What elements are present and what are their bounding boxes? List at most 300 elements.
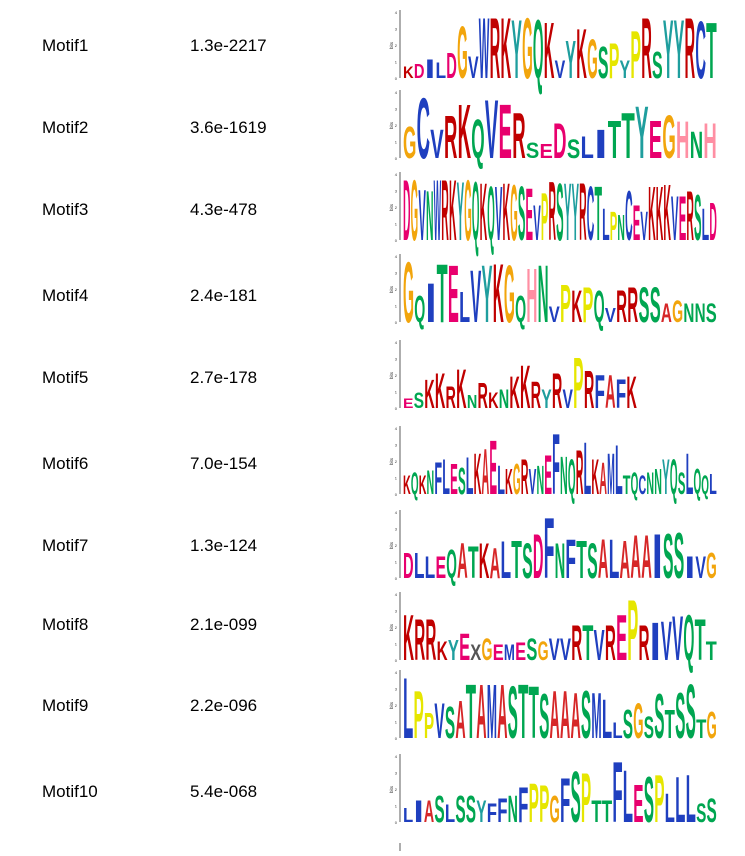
logo-letter: F (486, 798, 497, 829)
logo-letter: N (654, 461, 662, 503)
logo-letter: T (601, 793, 613, 829)
logo-letter: E (489, 423, 498, 511)
logo-tick-label: 4 (394, 592, 397, 597)
motif-name: Motif10 (42, 782, 98, 801)
logo-letter: V (430, 122, 444, 168)
logo-letter: N (536, 458, 545, 504)
logo-letter: C (638, 470, 647, 501)
logo-letter: S (556, 168, 564, 259)
logo-letter: D (446, 45, 457, 87)
motif-row (0, 80, 745, 177)
logo-tick-label: 0 (394, 156, 397, 161)
logo-tick-label: 0 (394, 576, 397, 581)
logo-letter: S (539, 680, 550, 752)
logo-y-label: bits (389, 541, 394, 549)
logo-tick-label: 1 (394, 59, 397, 65)
logo-letter: L (701, 198, 710, 250)
logo-letter: A (560, 677, 571, 754)
logo-letter: S (694, 181, 702, 254)
logo-letter: Y (619, 56, 631, 85)
logo-letter: R (414, 607, 426, 673)
motif-evalue: 5.4e-068 (190, 782, 258, 801)
logo-letter: E (648, 110, 663, 171)
logo-letter: R (477, 375, 488, 417)
logo-letter: P (654, 761, 665, 838)
logo-tick-label: 2 (394, 373, 397, 378)
logo-letter: T (621, 99, 635, 172)
logo-letter: Q (683, 601, 695, 674)
logo-letter: M (486, 667, 497, 755)
logo-y-label: bits (389, 623, 394, 631)
logo-letter: P (609, 204, 618, 250)
logo-letter: P (423, 705, 435, 747)
motif-evalue: 3.6e-1619 (190, 118, 267, 137)
logo-letter: E (447, 250, 459, 341)
logo-tick-label: 0 (394, 820, 397, 825)
logo-letter: T (706, 7, 717, 97)
logo-letter: G (403, 116, 417, 168)
logo-letter: Q (701, 470, 710, 501)
logo-letter: Y (476, 793, 487, 829)
logo-letter: K (403, 601, 415, 674)
logo-letter: E (459, 625, 471, 669)
logo-letter: N (537, 250, 549, 341)
logo-letter: G (457, 12, 468, 95)
logo-letter: E (498, 87, 512, 175)
logo-letter: W (433, 162, 442, 259)
logo-letter: T (664, 702, 675, 748)
logo-letter: L (675, 763, 686, 836)
logo-letter: G (537, 636, 549, 667)
logo-y-label: bits (389, 457, 394, 465)
logo-y-label: bits (389, 121, 394, 129)
logo-y-label: bits (389, 285, 394, 293)
logo-letter: E (633, 774, 644, 835)
logo-letter: K (488, 387, 499, 414)
logo-letter: F (518, 777, 529, 834)
logo-letter: I (652, 520, 663, 592)
logo-letter: E (678, 182, 687, 254)
logo-tick-label: 1 (394, 389, 397, 395)
logo-letter: L (465, 446, 474, 506)
logo-letter: A (619, 530, 631, 591)
logo-letter: G (464, 162, 472, 259)
logo-letter: K (502, 168, 511, 259)
logo-letter: N (466, 393, 478, 413)
logo-letter: S (638, 277, 650, 334)
logo-y-label: bits (389, 41, 394, 49)
logo-letter: Y (481, 250, 493, 341)
logo-letter: V (672, 602, 684, 674)
logo-letter: S (455, 787, 466, 831)
logo-tick-label: 2 (394, 787, 397, 792)
logo-tick-label: 3 (394, 770, 397, 776)
logo-tick-label: 3 (394, 270, 397, 276)
logo-letter: N (683, 298, 695, 329)
logo-letter: K (457, 87, 472, 175)
logo-tick-label: 2 (394, 287, 397, 292)
logo-letter: D (532, 520, 544, 592)
logo-letter: I (425, 271, 437, 335)
logo-letter: G (587, 27, 598, 91)
logo-tick-label: 2 (394, 543, 397, 548)
logo-letter: L (403, 805, 414, 828)
logo-letter: E (492, 639, 504, 666)
logo-letter: N (560, 446, 568, 507)
logo-tick-label: 3 (394, 106, 397, 112)
logo-letter: E (632, 195, 641, 252)
logo-letter: L (601, 687, 613, 751)
logo-letter: Q (487, 169, 495, 257)
logo-letter: K (505, 461, 513, 503)
logo-letter: E (544, 443, 552, 507)
motif-row (0, 744, 745, 841)
logo-letter: A (489, 538, 501, 588)
logo-letter: K (576, 13, 587, 94)
sequence-logo-svg (388, 500, 718, 597)
logo-letter: I (684, 549, 696, 585)
logo-letter: A (423, 793, 435, 829)
motif-evalue: 2.7e-178 (190, 368, 258, 387)
logo-letter: Q (567, 449, 576, 506)
logo-tick-label: 4 (394, 10, 397, 15)
motif-row (0, 338, 745, 424)
logo-letter: A (481, 435, 490, 508)
logo-letter: A (641, 523, 652, 592)
logo-letter: S (526, 631, 538, 667)
logo-letter: Q (471, 164, 480, 259)
logo-letter: R (445, 379, 457, 415)
logo-letter: K (543, 7, 555, 97)
logo-letter: D (413, 61, 425, 84)
logo-letter: S (444, 696, 456, 748)
logo-letter: R (512, 99, 526, 172)
logo-tick-label: 1 (394, 303, 397, 309)
logo-letter: E (525, 174, 534, 257)
logo-letter: G (633, 693, 644, 750)
sequence-logo (388, 500, 718, 597)
logo-tick-label: 1 (394, 803, 397, 809)
logo-letter: L (664, 786, 675, 832)
logo-letter: S (517, 169, 526, 257)
logo-letter: A (570, 679, 581, 752)
motif-row (0, 416, 745, 513)
logo-letter: G (662, 103, 676, 172)
logo-letter: A (455, 690, 466, 751)
logo-letter: G (706, 703, 717, 747)
logo-letter: Y (635, 92, 649, 175)
logo-tick-label: 2 (394, 703, 397, 708)
logo-letter: Y (662, 449, 670, 506)
motif-evalue: 4.3e-478 (190, 200, 258, 219)
logo-letter: V (470, 256, 482, 339)
logo-letter: C (416, 80, 431, 177)
logo-y-label: bits (389, 371, 394, 379)
logo-letter: D (709, 192, 717, 253)
logo-tick-label: 4 (394, 510, 397, 515)
logo-letter: K (520, 353, 531, 422)
logo-letter: V (548, 301, 561, 328)
logo-letter: L (685, 441, 694, 507)
logo-letter: G (672, 293, 684, 329)
logo-letter: T (467, 536, 479, 588)
logo-letter: S (643, 709, 654, 745)
logo-tick-label: 3 (394, 526, 397, 532)
logo-letter: L (459, 282, 471, 332)
logo-letter: K (436, 636, 448, 667)
logo-letter: L (612, 717, 623, 744)
logo-tick-label: 4 (394, 254, 397, 259)
logo-letter: Y (563, 168, 572, 259)
logo-letter: E (539, 141, 553, 164)
logo-letter: D (553, 113, 567, 170)
logo-letter: W (478, 0, 490, 97)
logo-letter: N (694, 298, 706, 329)
logo-letter: K (418, 470, 427, 501)
logo-tick-label: 0 (394, 320, 397, 325)
logo-letter: F (594, 366, 605, 420)
logo-tick-label: 0 (394, 492, 397, 497)
logo-letter: R (604, 615, 616, 672)
logo-letter: R (571, 615, 583, 672)
motif-name: Motif8 (42, 615, 89, 634)
logo-letter: R (443, 103, 458, 172)
logo-letter: Y (673, 2, 685, 97)
logo-letter: R (627, 277, 639, 334)
logo-tick-label: 0 (394, 658, 397, 663)
logo-letter: F (552, 416, 560, 513)
logo-letter: S (673, 519, 685, 592)
logo-letter: V (562, 384, 574, 415)
logo-letter: V (467, 49, 479, 85)
logo-letter: R (579, 168, 587, 259)
logo-letter: L (435, 57, 447, 84)
logo-letter: F (565, 527, 577, 591)
motif-evalue: 7.0e-154 (190, 454, 258, 473)
logo-tick-label: 4 (394, 90, 397, 95)
sequence-logo-svg (388, 338, 638, 424)
logo-letter: L (622, 756, 634, 839)
logo-letter: S (566, 134, 581, 165)
logo-letter: K (663, 169, 671, 259)
logo-letter: K (626, 366, 637, 418)
logo-letter: G (522, 0, 533, 97)
logo-letter: G (512, 454, 521, 504)
logo-letter: T (436, 246, 448, 341)
logo-letter: Q (630, 465, 639, 501)
logo-letter: T (576, 530, 587, 591)
logo-letter: Y (662, 2, 674, 97)
logo-letter: S (587, 533, 598, 590)
logo-letter: P (627, 582, 639, 679)
logo-letter: L (580, 129, 594, 165)
logo-letter: P (413, 677, 424, 754)
logo-letter: E (450, 454, 458, 504)
logo-letter: V (494, 169, 503, 257)
logo-letter: Q (446, 542, 457, 588)
logo-letter: L (413, 545, 425, 587)
sequence-logo (388, 416, 718, 513)
next-motif-logo-cropped (388, 838, 718, 850)
logo-letter: T (594, 169, 602, 257)
logo-tick-label: 2 (394, 459, 397, 464)
logo-letter: E (515, 638, 527, 667)
logo-letter: K (403, 63, 414, 82)
motif-row (0, 0, 745, 97)
motif-name: Motif2 (42, 118, 89, 137)
logo-letter: H (676, 110, 690, 170)
logo-y-label: bits (389, 701, 394, 709)
motif-name: Motif3 (42, 200, 89, 219)
logo-letter: S (570, 756, 581, 838)
logo-letter: A (660, 298, 673, 329)
logo-letter: G (510, 169, 518, 259)
sequence-logo-svg (388, 744, 718, 841)
logo-tick-label: 1 (394, 559, 397, 565)
logo-letter: V (548, 631, 561, 667)
logo-tick-label: 4 (394, 754, 397, 759)
logo-tick-label: 1 (394, 139, 397, 145)
logo-letter: P (539, 774, 550, 834)
logo-letter: K (479, 168, 488, 259)
logo-letter: Q (532, 2, 544, 97)
logo-letter: T (465, 667, 477, 755)
logo-letter: A (597, 527, 609, 591)
logo-letter: L (424, 549, 436, 585)
sequence-logo-svg (388, 660, 718, 757)
logo-letter: P (580, 757, 592, 838)
logo-letter: S (507, 672, 518, 755)
logo-letter: V (560, 631, 572, 667)
logo-letter: M (591, 679, 602, 752)
logo-letter: N (507, 787, 518, 831)
logo-letter: K (591, 449, 600, 506)
logo-letter: K (509, 366, 520, 418)
logo-letter: V (660, 609, 672, 673)
logo-letter: T (694, 607, 706, 673)
logo-letter: Q (593, 280, 605, 332)
logo-tick-label: 2 (394, 123, 397, 128)
logo-letter: A (605, 366, 616, 420)
logo-letter: Q (414, 287, 426, 331)
logo-letter: P (630, 17, 641, 94)
logo-letter: Y (565, 30, 577, 91)
logo-letter: C (586, 169, 595, 257)
logo-letter: K (424, 372, 435, 418)
logo-letter: A (497, 667, 508, 755)
logo-letter: S (580, 677, 592, 754)
logo-letter: L (500, 530, 512, 590)
logo-letter: S (622, 702, 634, 748)
sequence-logo (388, 80, 718, 177)
logo-letter: F (497, 792, 508, 831)
logo-letter: R (520, 449, 529, 506)
logo-letter: V (671, 182, 679, 254)
logo-letter: L (614, 429, 623, 510)
sequence-logo (388, 162, 718, 259)
logo-letter: D (403, 545, 414, 587)
logo-letter: S (706, 792, 717, 831)
logo-y-label: bits (389, 203, 394, 211)
cropped-logo-svg (388, 839, 718, 851)
motif-name: Motif9 (42, 696, 89, 715)
logo-letter: L (583, 428, 592, 511)
logo-letter: S (434, 787, 445, 831)
logo-letter: K (478, 533, 490, 590)
logo-tick-label: 2 (394, 43, 397, 48)
logo-letter: R (616, 280, 628, 332)
logo-letter: E (403, 395, 414, 412)
logo-letter: A (599, 452, 607, 504)
logo-letter: C (625, 175, 633, 256)
logo-letter: N (689, 123, 704, 167)
motif-name: Motif6 (42, 454, 89, 473)
logo-letter: R (641, 0, 652, 97)
logo-letter: F (612, 744, 623, 841)
logo-letter: S (705, 298, 717, 329)
motif-row (0, 660, 745, 757)
logo-letter: K (655, 169, 664, 257)
logo-letter: C (695, 6, 706, 97)
logo-letter: S (597, 36, 609, 88)
logo-letter: R (684, 0, 696, 97)
logo-letter: Q (471, 107, 485, 171)
logo-letter: I (594, 122, 608, 168)
sequence-logo-svg (388, 0, 718, 97)
logo-letter: H (703, 113, 717, 170)
logo-letter: E (616, 601, 628, 674)
logo-letter: P (608, 33, 620, 90)
logo-letter: Y (541, 384, 552, 415)
logo-letter: F (560, 764, 571, 836)
logo-letter: Q (693, 461, 702, 503)
logo-letter: F (615, 372, 627, 418)
logo-letter: H (526, 251, 538, 339)
logo-letter: T (511, 530, 522, 591)
logo-letter: V (418, 174, 426, 256)
motif-row (0, 244, 745, 341)
logo-letter: L (497, 458, 505, 504)
logo-letter: P (582, 277, 594, 334)
logo-letter: X (470, 639, 482, 666)
logo-letter: F (434, 452, 443, 504)
logo-letter: G (503, 250, 515, 341)
logo-letter: T (518, 667, 529, 755)
motif-evalue: 1.3e-2217 (190, 36, 267, 55)
logo-tick-label: 2 (394, 625, 397, 630)
logo-tick-label: 1 (394, 641, 397, 647)
logo-letter: Y (456, 164, 465, 259)
logo-letter: K (473, 441, 482, 507)
logo-tick-label: 0 (394, 406, 397, 411)
logo-tick-label: 1 (394, 475, 397, 481)
logo-letter: V (434, 693, 445, 750)
logo-tick-label: 1 (394, 719, 397, 725)
logo-letter: P (573, 342, 584, 424)
logo-letter: N (646, 465, 655, 501)
logo-tick-label: 4 (394, 172, 397, 177)
logo-tick-label: 4 (394, 426, 397, 431)
logo-letter: G (706, 545, 717, 587)
logo-letter: T (705, 636, 718, 667)
motif-name: Motif4 (42, 286, 89, 305)
logo-letter: R (489, 0, 501, 97)
logo-letter: R (583, 360, 595, 421)
motif-name: Motif1 (42, 36, 89, 55)
logo-letter: L (602, 198, 610, 250)
sequence-logo-svg (388, 416, 718, 513)
logo-letter: G (549, 787, 560, 831)
